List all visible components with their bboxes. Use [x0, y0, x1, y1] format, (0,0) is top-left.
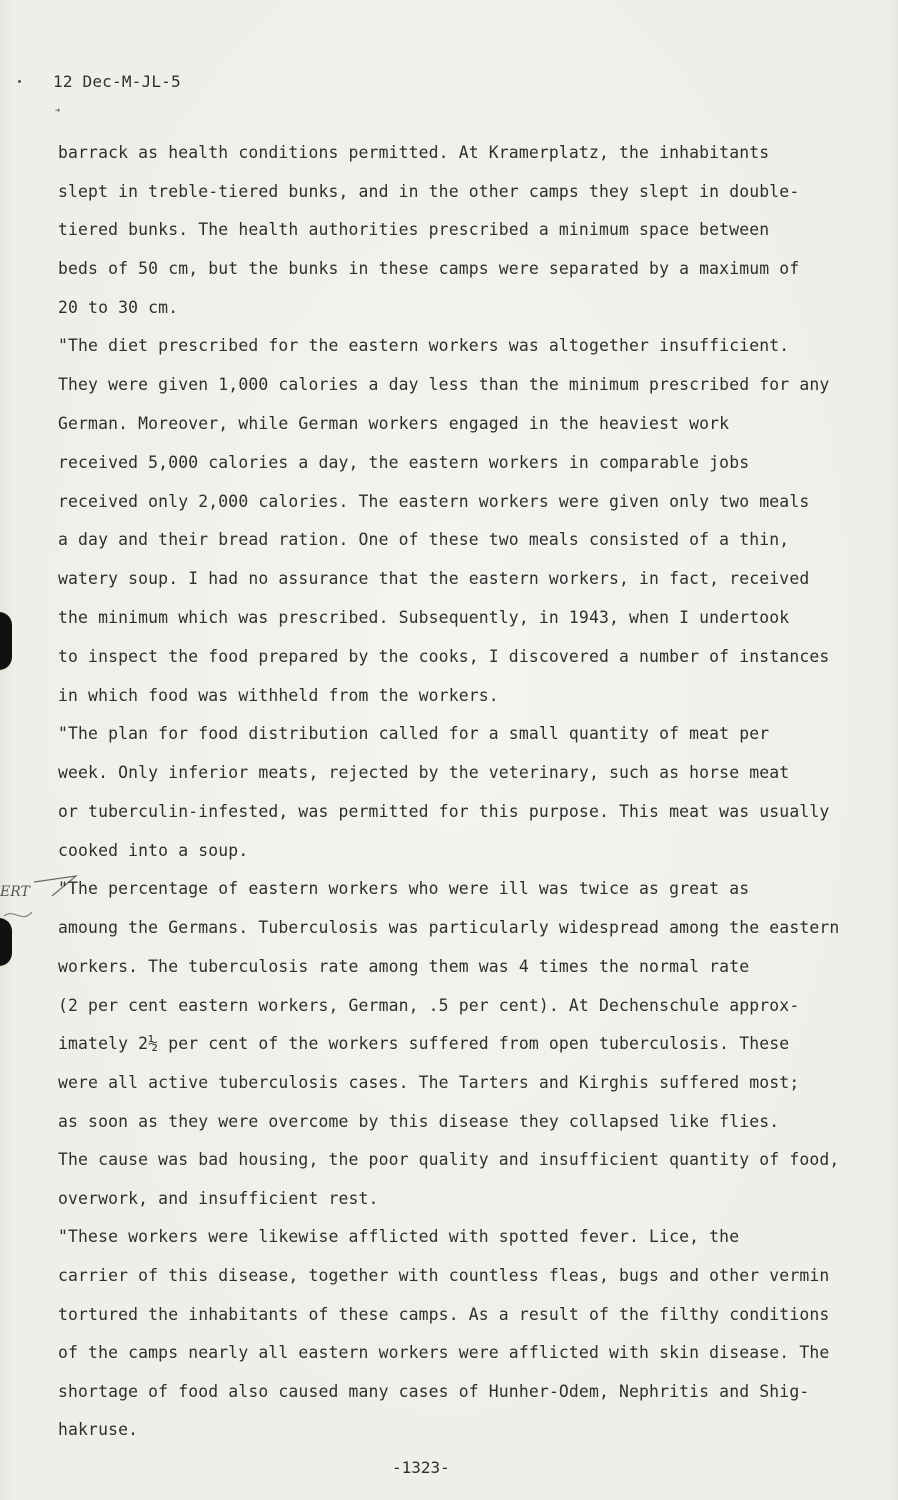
body-line: German. Moreover, while German workers engaged in the heaviest work: [58, 414, 730, 433]
body-line: hakruse.: [58, 1420, 139, 1439]
body-line: amoung the Germans. Tuberculosis was particularly widespread among the eastern: [58, 918, 840, 937]
body-line: The cause was bad housing, the poor quality and insufficient quantity of food,: [58, 1150, 840, 1169]
body-line: slept in treble-tiered bunks, and in the other camps they slept in double-: [58, 182, 800, 201]
body-line: beds of 50 cm, but the bunks in these camps were separated by a maximum of: [58, 259, 800, 278]
body-line: of the camps nearly all eastern workers were afflicted with skin disease. The: [58, 1343, 830, 1362]
body-line: "The diet prescribed for the eastern workers was altogether insufficient.: [58, 336, 790, 355]
body-line: to inspect the food prepared by the cooks, I discovered a number of instances: [58, 647, 830, 666]
body-line: watery soup. I had no assurance that the eastern workers, in fact, received: [58, 569, 810, 588]
body-line: carrier of this disease, together with countless fleas, bugs and other vermin: [58, 1266, 830, 1285]
body-line: cooked into a soup.: [58, 841, 249, 860]
body-line: "These workers were likewise afflicted with spotted fever. Lice, the: [58, 1227, 740, 1246]
body-line: a day and their bread ration. One of these two meals consisted of a thin,: [58, 530, 790, 549]
body-line: "The percentage of eastern workers who were ill was twice as great as: [58, 879, 750, 898]
body-line: week. Only inferior meats, rejected by the veterinary, such as horse meat: [58, 763, 790, 782]
body-line: barrack as health conditions permitted. At Kramerplatz, the inhabitants: [58, 143, 770, 162]
body-line: "The plan for food distribution called for a small quantity of meat per: [58, 724, 770, 743]
body-line: the minimum which was prescribed. Subsequently, in 1943, when I undertook: [58, 608, 790, 627]
body-line: (2 per cent eastern workers, German, .5 per cent). At Dechenschule approx-: [58, 996, 800, 1015]
arrow-icon: ➔: [55, 106, 61, 116]
page-number: -1323-: [392, 1458, 450, 1477]
margin-note-text: ERT: [0, 884, 30, 900]
body-line: received only 2,000 calories. The eastern workers were given only two meals: [58, 492, 810, 511]
body-line: in which food was withheld from the workers.: [58, 686, 499, 705]
body-line: received 5,000 calories a day, the eastern workers in comparable jobs: [58, 453, 750, 472]
body-line: as soon as they were overcome by this disease they collapsed like flies.: [58, 1112, 780, 1131]
body-line: imately 2½ per cent of the workers suffered from open tuberculosis. These: [58, 1034, 790, 1053]
body-line: overwork, and insufficient rest.: [58, 1189, 379, 1208]
body-line: workers. The tuberculosis rate among them was 4 times the normal rate: [58, 957, 750, 976]
body-line: 20 to 30 cm.: [58, 298, 179, 317]
body-line: tiered bunks. The health authorities prescribed a minimum space between: [58, 220, 770, 239]
body-line: were all active tuberculosis cases. The Tarters and Kirghis suffered most;: [58, 1073, 800, 1092]
margin-dot: [18, 80, 21, 83]
body-line: They were given 1,000 calories a day less than the minimum prescribed for any: [58, 375, 830, 394]
body-line: shortage of food also caused many cases of Hunher-Odem, Nephritis and Shig-: [58, 1382, 810, 1401]
document-reference: 12 Dec-M-JL-5: [53, 72, 181, 91]
body-line: or tuberculin-infested, was permitted for this purpose. This meat was usually: [58, 802, 830, 821]
body-line: tortured the inhabitants of these camps. As a result of the filthy conditions: [58, 1305, 830, 1324]
binder-hole-top: [0, 612, 12, 670]
